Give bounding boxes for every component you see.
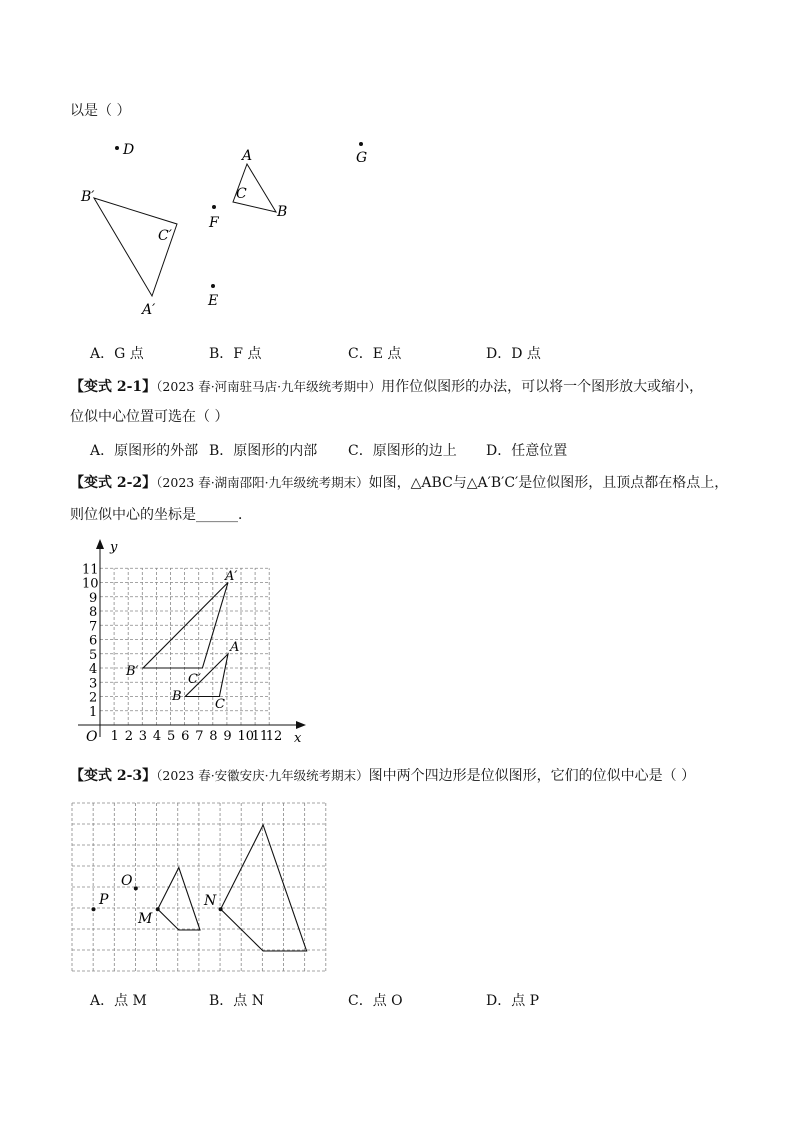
y-tick-label: 5 — [89, 647, 98, 663]
x-tick-label: 11 — [251, 729, 269, 744]
y-tick-label: 11 — [82, 562, 99, 578]
point-o — [134, 886, 138, 890]
x-axis-arrow — [296, 721, 306, 729]
point-p — [92, 907, 96, 911]
q1-option-d: D．D 点 — [486, 346, 541, 362]
y-tick-label: 6 — [89, 633, 98, 649]
label-e: E — [208, 293, 219, 309]
label-f: F — [209, 215, 219, 231]
point-m — [156, 907, 160, 911]
q2-1-tag: 【变式 2-1】 — [70, 379, 157, 395]
q2-1-option-d: D．任意位置 — [486, 443, 568, 459]
q2-3-option-a: A．点 M — [90, 993, 147, 1009]
x-tick-label: 7 — [195, 729, 204, 744]
label-b-prime: B′ — [126, 664, 139, 679]
point-f — [212, 205, 216, 209]
q2-3-text: 图中两个四边形是位似图形，它们的位似中心是（ ） — [368, 768, 696, 784]
origin-label: O — [86, 729, 98, 745]
y-tick-label: 7 — [89, 619, 98, 635]
point-g — [359, 142, 363, 146]
x-tick-label: 6 — [181, 729, 190, 744]
q2-3-option-b: B．点 N — [209, 993, 264, 1009]
q2-1-line-2: 位似中心位置可选在（ ） — [70, 409, 229, 425]
label-b-prime: B′ — [81, 189, 95, 205]
x-tick-label: 3 — [138, 729, 148, 744]
label-a: A — [230, 640, 240, 655]
label-c-prime: C′ — [158, 228, 172, 244]
q2-2-coordinate-graph — [78, 537, 318, 747]
triangle-a-prime-b-prime-c-prime — [94, 198, 177, 296]
x-tick-label: 2 — [124, 729, 133, 744]
label-a-prime: A′ — [142, 302, 156, 318]
label-o: O — [121, 873, 133, 889]
q2-1-option-c: C．原图形的边上 — [348, 443, 457, 459]
q2-1-line-1 — [70, 377, 703, 397]
x-tick-label: 5 — [167, 729, 176, 744]
y-tick-label: 3 — [89, 676, 98, 692]
y-tick-label: 9 — [89, 590, 98, 606]
q2-3-option-d: D．点 P — [486, 993, 540, 1009]
label-g: G — [356, 150, 368, 166]
q2-1-text: 用作位似图形的办法，可以将一个图形放大或缩小， — [381, 379, 704, 395]
point-d — [115, 146, 119, 150]
q1-figure — [70, 140, 390, 320]
x-tick-label: 1 — [110, 729, 119, 744]
x-tick-labels — [111, 729, 283, 744]
label-a: A — [242, 148, 253, 164]
point-e — [211, 284, 215, 288]
quadrilateral-small — [158, 868, 200, 930]
label-a-prime: A′ — [225, 569, 238, 584]
q2-3-option-c: C．点 O — [348, 993, 403, 1009]
q2-3-tag: 【变式 2-3】 — [70, 768, 157, 784]
q2-2-line-2: 则位似中心的坐标是______． — [70, 507, 252, 523]
y-tick-label: 2 — [89, 690, 98, 706]
x-tick-label: 12 — [265, 729, 283, 744]
x-axis-label: x — [294, 731, 302, 746]
y-axis-arrow — [96, 539, 104, 549]
point-n — [219, 907, 223, 911]
grid — [72, 803, 326, 971]
x-tick-label: 8 — [209, 729, 218, 744]
label-b: B — [277, 204, 288, 220]
label-m: M — [138, 911, 153, 927]
q2-3-grid-figure — [71, 801, 331, 977]
q2-1-option-b: B．原图形的内部 — [209, 443, 318, 459]
label-c: C — [236, 186, 247, 202]
q2-2-line-1 — [70, 473, 728, 493]
x-tick-label: 4 — [152, 729, 162, 744]
x-tick-label: 9 — [223, 729, 232, 744]
y-tick-label: 1 — [89, 704, 98, 720]
label-n: N — [204, 893, 217, 909]
label-c: C — [215, 697, 225, 712]
q2-2-text: 如图，△ABC与△A′B′C′是位似图形，且顶点都在格点上， — [368, 475, 729, 491]
y-axis-label: y — [110, 540, 118, 555]
q1-option-c: C．E 点 — [348, 346, 402, 362]
q2-1-source: （2023 春·河南驻马店·九年级统考期中） — [156, 379, 382, 394]
label-p: P — [99, 892, 109, 908]
grid — [100, 568, 269, 725]
label-b: B — [172, 689, 182, 704]
q2-2-tag: 【变式 2-2】 — [70, 475, 157, 491]
quadrilateral-large — [221, 825, 307, 951]
q2-3-line-1 — [70, 766, 695, 786]
q1-option-a: A．G 点 — [90, 346, 144, 362]
q1-stem-tail: 以是（ ） — [70, 103, 131, 119]
x-tick-label: 10 — [237, 729, 255, 744]
label-d: D — [123, 142, 135, 158]
y-tick-label: 10 — [82, 576, 99, 592]
y-tick-labels — [82, 562, 99, 720]
q2-3-source: （2023 春·安徽安庆·九年级统考期末） — [156, 768, 369, 783]
label-c-prime: C′ — [188, 672, 201, 687]
q2-1-option-a: A．原图形的外部 — [90, 443, 199, 459]
q2-2-source: （2023 春·湖南邵阳·九年级统考期末） — [156, 475, 369, 490]
y-tick-label: 4 — [89, 662, 98, 677]
y-tick-label: 8 — [89, 605, 98, 620]
q1-option-b: B．F 点 — [209, 346, 262, 362]
